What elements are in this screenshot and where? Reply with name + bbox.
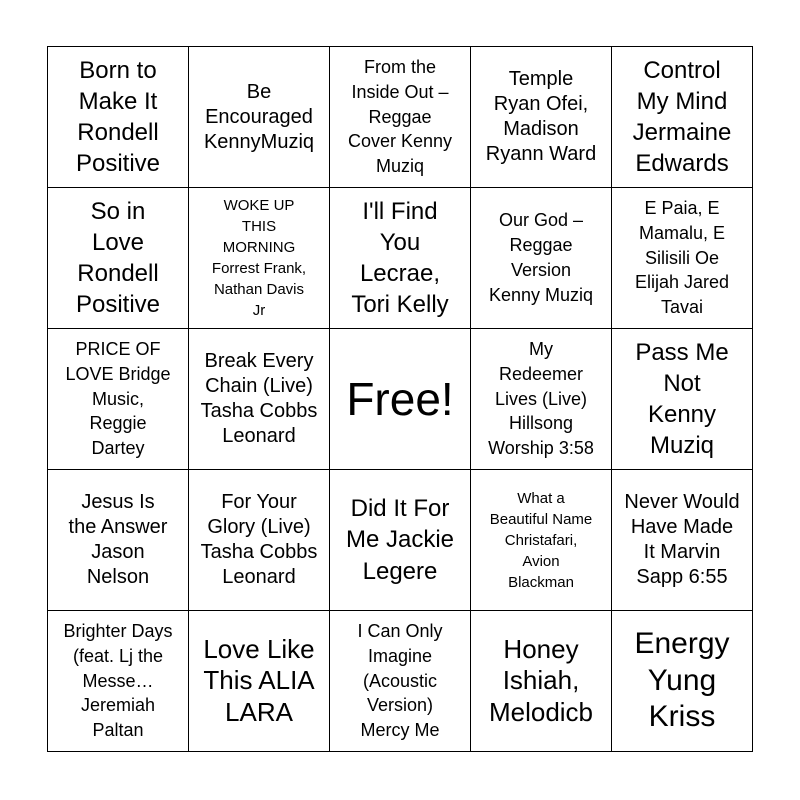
bingo-cell-r4c5[interactable]	[612, 470, 753, 611]
bingo-cell-r2c4[interactable]	[471, 188, 612, 329]
bingo-card	[47, 46, 753, 752]
cell-label: Jesus Is the Answer Jason Nelson	[68, 491, 168, 588]
cell-label: From the Inside Out – Reggae Cover Kenny Muziq	[347, 56, 453, 177]
bingo-cell-free-space[interactable]	[330, 329, 471, 470]
bingo-cell-r3c1[interactable]	[48, 329, 189, 470]
cell-label: Control My Mind Jermaine Edwards	[632, 56, 732, 178]
bingo-cell-r4c2[interactable]	[189, 470, 330, 611]
bingo-cell-r3c2[interactable]	[189, 329, 330, 470]
bingo-cell-r3c5[interactable]	[612, 329, 753, 470]
bingo-cell-r1c3[interactable]	[330, 47, 471, 188]
cell-label: E Paia, E Mamalu, E Silisili Oe Elijah Jared Tavai	[634, 197, 730, 318]
bingo-cell-r2c5[interactable]	[612, 188, 753, 329]
cell-label: Pass Me Not Kenny Muziq	[635, 338, 729, 460]
bingo-cell-r2c3[interactable]	[330, 188, 471, 329]
cell-label: My Redeemer Lives (Live) Hillsong Worship 3:58	[488, 338, 594, 459]
bingo-cell-r5c1[interactable]	[48, 611, 189, 752]
bingo-cell-r1c1[interactable]	[48, 47, 189, 188]
bingo-cell-r1c5[interactable]	[612, 47, 753, 188]
bingo-cell-r3c4[interactable]	[471, 329, 612, 470]
bingo-cell-r5c2[interactable]	[189, 611, 330, 752]
cell-label: Energy Yung Kriss	[634, 627, 730, 734]
bingo-cell-r4c1[interactable]	[48, 470, 189, 611]
cell-label: Honey Ishiah, Melodicb	[488, 634, 594, 727]
bingo-cell-r2c2[interactable]	[189, 188, 330, 329]
cell-label: Did It For Me Jackie Legere	[345, 495, 455, 585]
cell-label: PRICE OF LOVE Bridge Music, Reggie Dartey	[65, 338, 171, 459]
bingo-cell-r4c4[interactable]	[471, 470, 612, 611]
bingo-cell-r5c3[interactable]	[330, 611, 471, 752]
bingo-cell-r4c3[interactable]	[330, 470, 471, 611]
cell-label: I'll Find You Lecrae, Tori Kelly	[351, 197, 449, 319]
cell-label: Temple Ryan Ofei, Madison Ryann Ward	[485, 68, 597, 165]
bingo-cell-r5c5[interactable]	[612, 611, 753, 752]
cell-label: Break Every Chain (Live) Tasha Cobbs Leonard	[200, 350, 318, 447]
free-space-label: Free!	[346, 372, 454, 425]
cell-label: Never Would Have Made It Marvin Sapp 6:55	[624, 491, 740, 588]
bingo-cell-r1c4[interactable]	[471, 47, 612, 188]
bingo-cell-r2c1[interactable]	[48, 188, 189, 329]
cell-label: Born to Make It Rondell Positive	[75, 56, 161, 178]
cell-label: Be Encouraged KennyMuziq	[203, 80, 315, 153]
cell-label: So in Love Rondell Positive	[75, 197, 161, 319]
cell-label: I Can Only Imagine (Acoustic Version) Mercy Me	[357, 620, 443, 741]
cell-label: Love Like This ALIA LARA	[203, 634, 315, 727]
cell-label: Our God – Reggae Version Kenny Muziq	[488, 210, 594, 305]
bingo-cell-r5c4[interactable]	[471, 611, 612, 752]
cell-label: For Your Glory (Live) Tasha Cobbs Leonard	[200, 491, 318, 588]
cell-label: WOKE UP THIS MORNING Forrest Frank, Nathan Davis Jr	[211, 197, 307, 319]
cell-label: What a Beautiful Name Christafari, Avion Blackman	[489, 489, 593, 591]
bingo-cell-r1c2[interactable]	[189, 47, 330, 188]
cell-label: Brighter Days (feat. Lj the Messe… Jeremiah Paltan	[63, 620, 173, 741]
